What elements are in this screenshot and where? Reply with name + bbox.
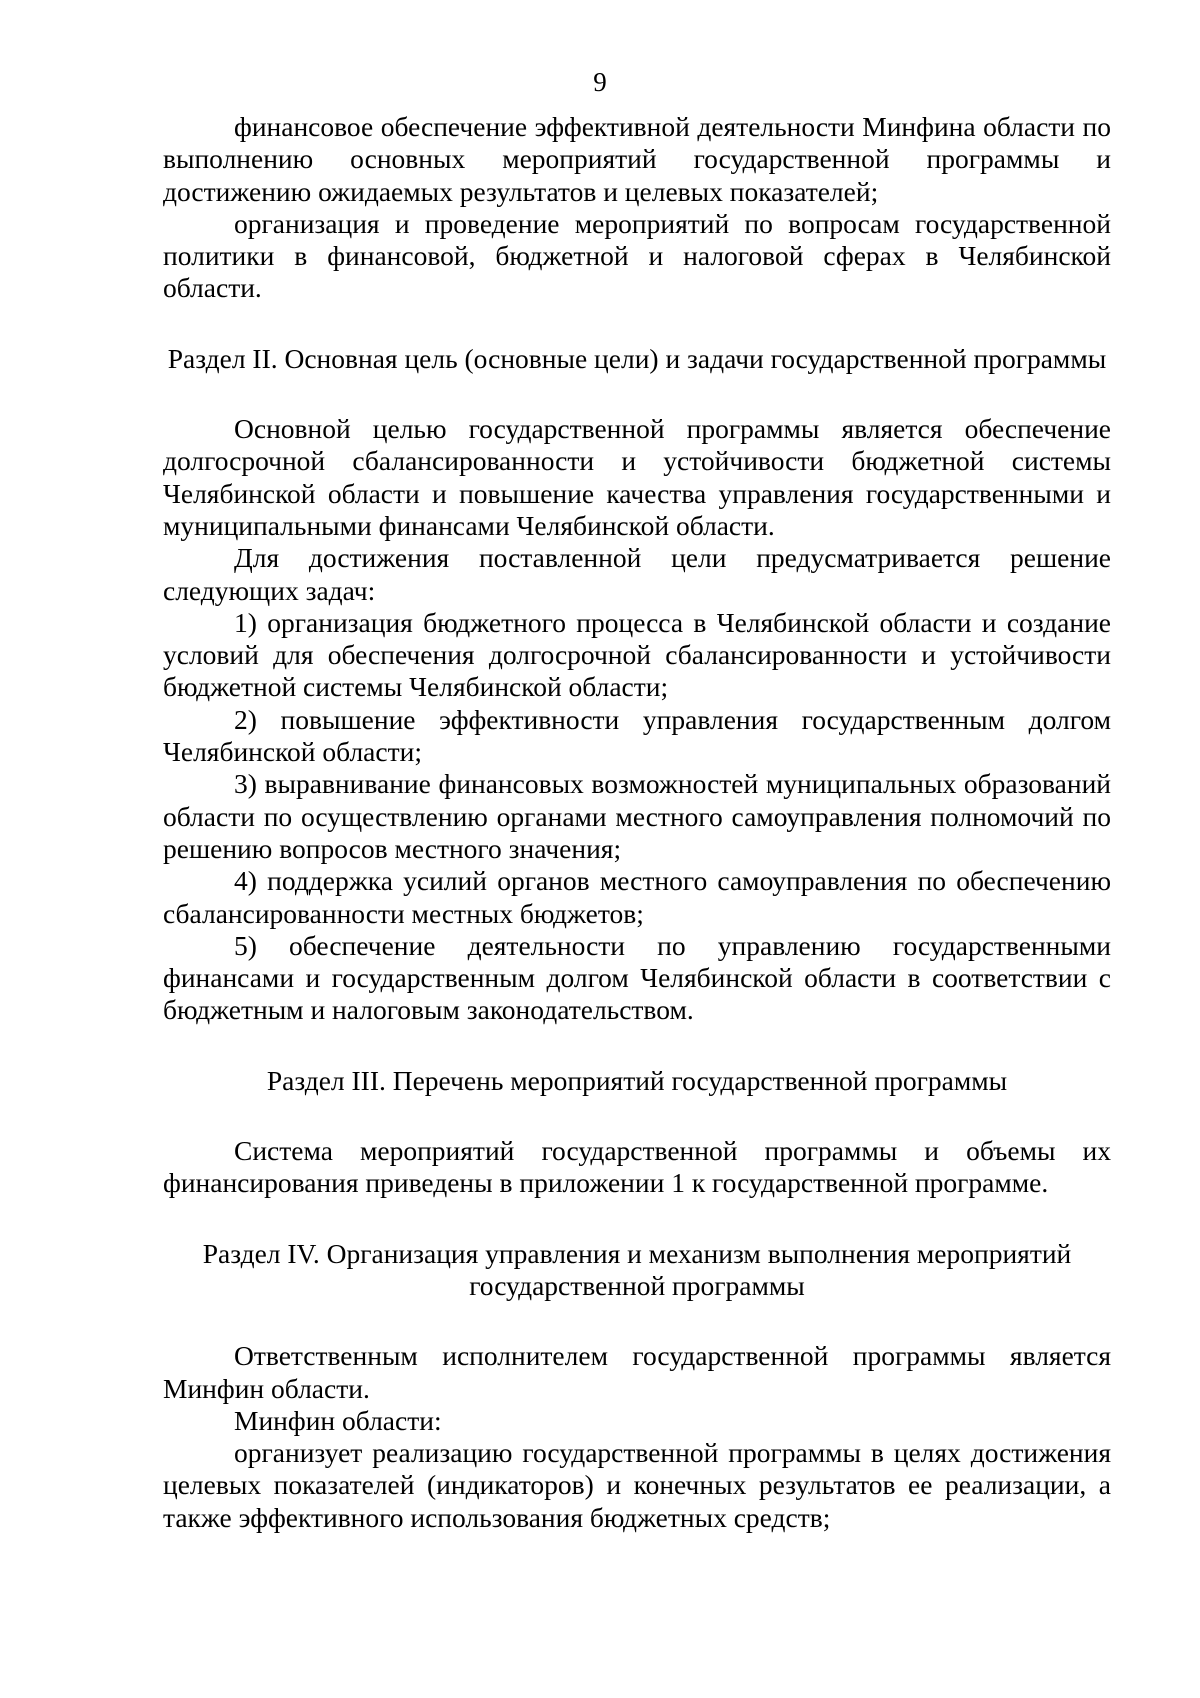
task-item-1: 1) организация бюджетного процесса в Челябинской области и создание условий для обеспечения долгосрочной сбалансированности и устойчивости бюджетной системы Челябинской области; — [163, 606, 1111, 703]
task-item-2: 2) повышение эффективности управления государственным долгом Челябинской области; — [163, 703, 1111, 768]
section-4-paragraph-2: Минфин области: — [234, 1404, 442, 1436]
section-3-title: Раздел III. Перечень мероприятий государственной программы — [266, 1064, 1008, 1096]
section-4-paragraph-3: организует реализацию государственной программы в целях достижения целевых показателей (индикаторов) и конечных результатов ее реализации, а также эффективного использования бюджетных средств; — [163, 1437, 1111, 1533]
task-item-4: 4) поддержка усилий органов местного самоуправления по обеспечению сбалансированности местных бюджетов; — [163, 865, 1111, 929]
intro-paragraph-1: финансовое обеспечение эффективной деятельности Минфина области по выполнению основных мероприятий государственной программы и достижению ожидаемых результатов и целевых показателей; — [163, 111, 1111, 207]
section-2-paragraph-2: Для достижения поставленной цели предусматривается решение следующих задач: — [163, 542, 1111, 606]
document-body — [163, 111, 1111, 1534]
section-2-title: Раздел II. Основная цель (основные цели) и задачи государственной программы — [167, 342, 1107, 374]
intro-paragraph-2: организация и проведение мероприятий по вопросам государственной политики в финансовой, бюджетной и налоговой сферах в Челябинской области. — [163, 207, 1111, 304]
page-number: 9 — [593, 67, 607, 97]
section-2-paragraph-1: Основной целью государственной программы является обеспечение долгосрочной сбалансированности и устойчивости бюджетной системы Челябинской области и повышение качества управления государственными и муниципальными финансами Челябинской области. — [163, 413, 1111, 541]
task-item-3: 3) выравнивание финансовых возможностей муниципальных образований области по осуществлению органами местного самоуправления полномочий по решению вопросов местного значения; — [163, 768, 1111, 864]
section-4-paragraph-1: Ответственным исполнителем государственной программы является Минфин области. — [163, 1340, 1111, 1404]
section-4-title-line-2: государственной программы — [469, 1269, 805, 1301]
section-3-paragraph-1: Система мероприятий государственной программы и объемы их финансирования приведены в приложении 1 к государственной программе. — [163, 1135, 1111, 1199]
section-4-title-line-1: Раздел IV. Организация управления и механизм выполнения мероприятий — [202, 1237, 1072, 1269]
task-item-5: 5) обеспечение деятельности по управлению государственными финансами и государственным долгом Челябинской области в соответствии с бюджетным и налоговым законодательством. — [163, 929, 1111, 1026]
